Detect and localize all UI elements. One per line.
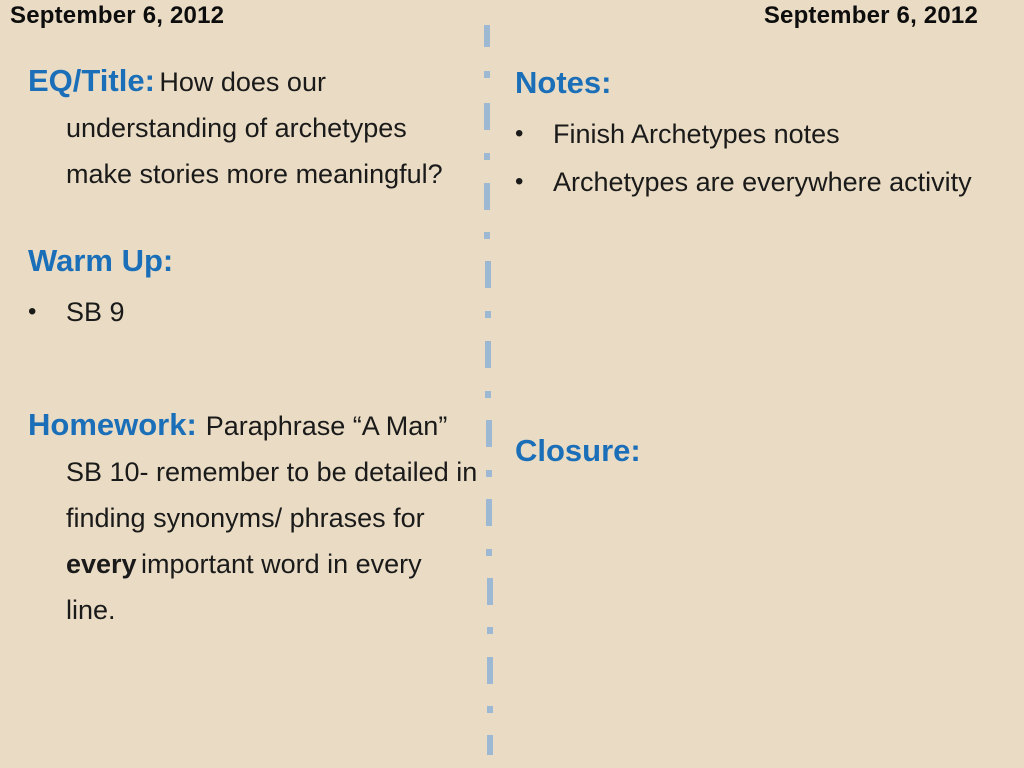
- eq-section: [28, 60, 478, 200]
- date-right: September 6, 2012: [763, 2, 978, 29]
- date-left: September 6, 2012: [10, 2, 225, 29]
- warmup-section: [28, 238, 478, 332]
- bullet-icon: •: [28, 298, 37, 325]
- bullet-icon: •: [515, 168, 524, 195]
- homework-text-after: important word in every line.: [66, 549, 422, 625]
- column-divider: [482, 25, 494, 755]
- notes-label: Notes:: [515, 65, 612, 100]
- homework-emphasis: every: [66, 549, 137, 579]
- warmup-label: Warm Up:: [28, 243, 174, 278]
- notes-item-text: Finish Archetypes notes: [553, 119, 840, 149]
- homework-label: Homework:: [28, 407, 197, 442]
- notes-item-text: Archetypes are everywhere activity: [553, 167, 972, 197]
- warmup-list: [28, 292, 478, 332]
- bullet-icon: •: [515, 120, 524, 147]
- eq-title-label: EQ/Title:: [28, 63, 155, 98]
- list-item: [28, 292, 478, 332]
- warmup-item-text: SB 9: [66, 297, 125, 327]
- notes-list: [515, 114, 995, 202]
- closure-section: [515, 428, 995, 474]
- eq-paragraph: [28, 60, 478, 200]
- eq-title-text: How does our understanding of archetypes make stories more meaningful?: [66, 67, 443, 189]
- list-item: [515, 162, 995, 202]
- list-item: [515, 114, 995, 154]
- notes-section: [515, 60, 995, 202]
- homework-section: [28, 404, 478, 636]
- homework-text-before: Paraphrase “A Man” SB 10- remember to be detailed in finding synonyms/ phrases for: [66, 411, 478, 533]
- homework-paragraph: [28, 404, 478, 636]
- closure-label: Closure:: [515, 433, 641, 468]
